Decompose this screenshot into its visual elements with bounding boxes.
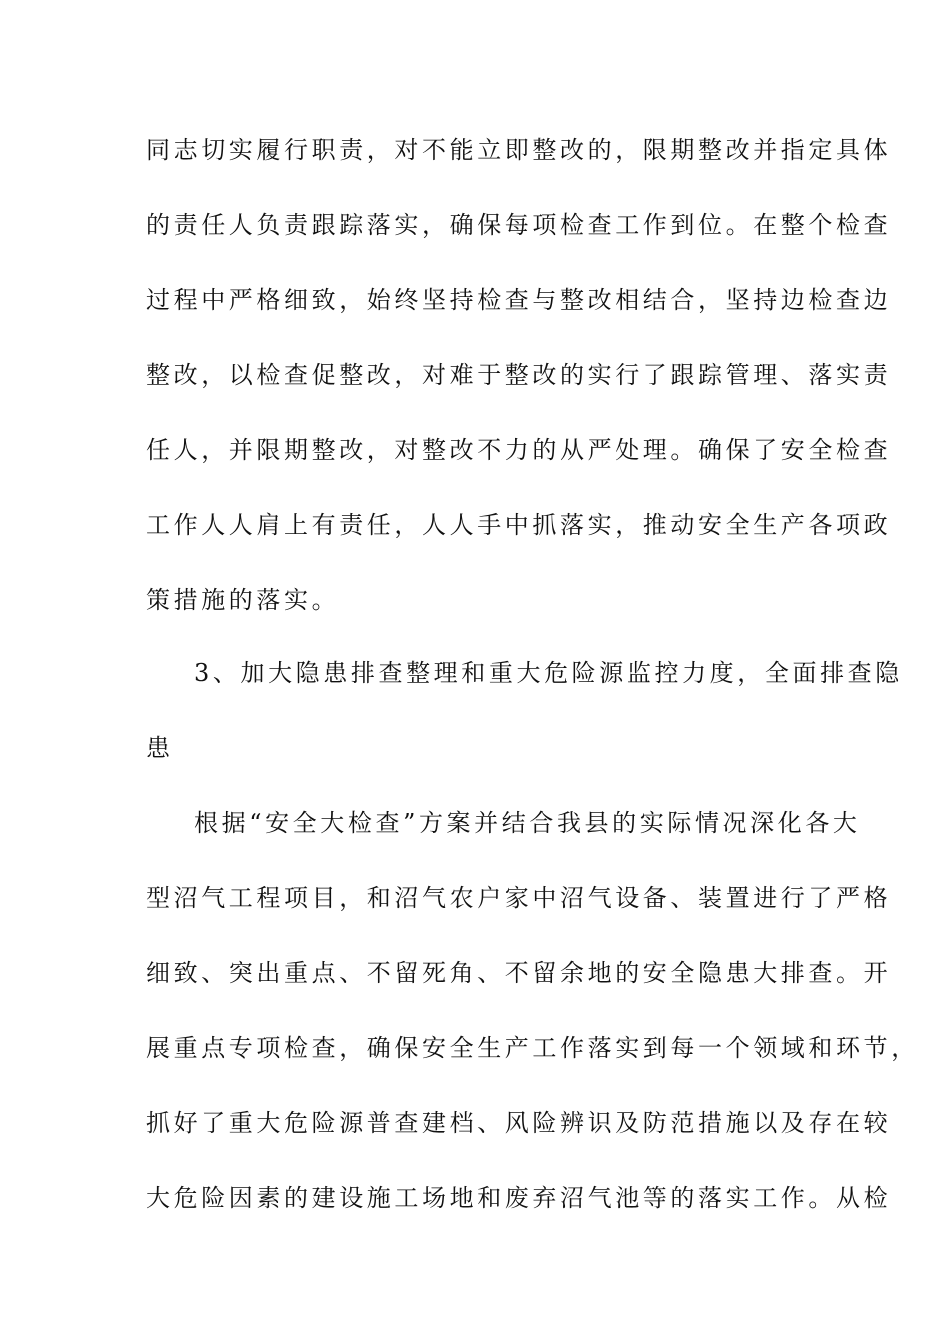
paragraph-line: 过程中严格细致，始终坚持检查与整改相结合，坚持边检查边	[146, 286, 892, 314]
paragraph-line: 工作人人肩上有责任，人人手中抓落实，推动安全生产各项政	[146, 511, 892, 539]
paragraph-line: 大危险因素的建设施工场地和废弃沼气池等的落实工作。从检	[146, 1184, 892, 1212]
paragraph-line: 细致、突出重点、不留死角、不留余地的安全隐患大排查。开	[146, 959, 892, 987]
section-heading-line: 3、加大隐患排查整理和重大危险源监控力度，全面排查隐	[194, 659, 903, 687]
paragraph-line: 型沼气工程项目，和沼气农户家中沼气设备、装置进行了严格	[146, 884, 892, 912]
paragraph-line: 任人，并限期整改，对整改不力的从严处理。确保了安全检查	[146, 436, 892, 464]
paragraph-line: 根据“安全大检查”方案并结合我县的实际情况深化各大	[194, 809, 861, 837]
section-heading-line: 患	[146, 734, 174, 762]
paragraph-line: 展重点专项检查，确保安全生产工作落实到每一个领域和环节，	[146, 1034, 919, 1062]
paragraph-line: 整改，以检查促整改，对难于整改的实行了跟踪管理、落实责	[146, 361, 892, 389]
paragraph-line: 同志切实履行职责，对不能立即整改的，限期整改并指定具体	[146, 136, 892, 164]
paragraph-line: 抓好了重大危险源普查建档、风险辨识及防范措施以及存在较	[146, 1109, 892, 1137]
paragraph-line: 策措施的落实。	[146, 586, 340, 614]
paragraph-line: 的责任人负责跟踪落实，确保每项检查工作到位。在整个检查	[146, 211, 892, 239]
